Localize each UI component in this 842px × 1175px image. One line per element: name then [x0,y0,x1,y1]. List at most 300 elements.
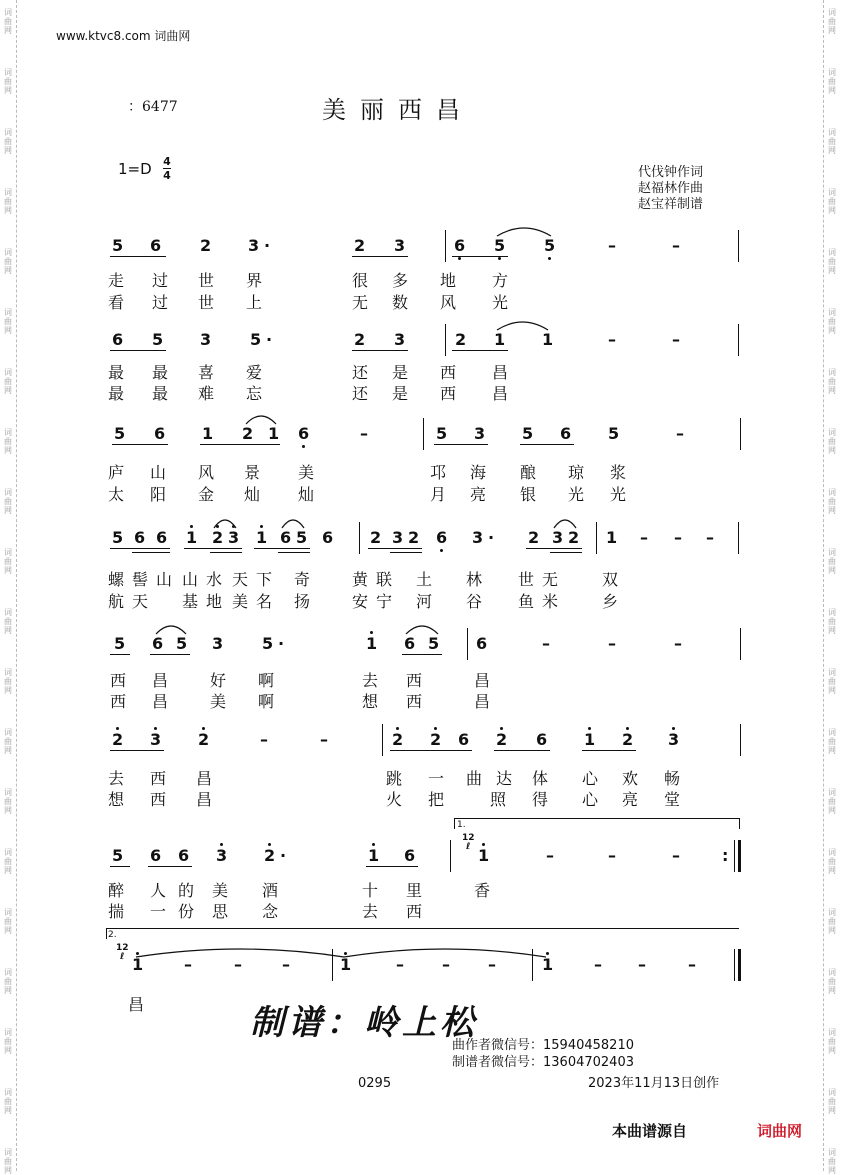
lyric-char: 风 [198,463,215,482]
lyric-char: 风 [440,293,457,312]
lyric-char: 过 [152,293,169,312]
note: 3 [228,528,240,547]
arranger-wechat: 制谱者微信号：13604702403 [452,1055,634,1070]
note: 1 [202,424,214,443]
lyric-char: 最 [152,363,169,382]
lyric-char: 去 [362,902,379,921]
creation-date: 2023年11月13日创作 [588,1076,720,1091]
note: 5 [152,330,164,349]
barline [738,949,741,981]
lyric-char: 把 [428,790,445,809]
octave-dot-low [548,257,551,260]
lyric-char: 上 [246,293,263,312]
lyric-char: 还 [352,384,369,403]
note: – [672,846,680,865]
lyric-char: 螺 [108,570,125,589]
time-signature [163,156,171,181]
note: 2 [455,330,467,349]
note: 1 [268,424,280,443]
lyric-char: 香 [474,881,491,900]
lyric-char: 双 [602,570,619,589]
note: 2 [528,528,540,547]
note: 2 [622,730,634,749]
note: – [320,730,328,749]
right-watermark-strip [823,0,840,1175]
note: 6 [322,528,334,547]
note: 6 [458,730,470,749]
song-title: 美丽西昌 [322,96,474,124]
lyric-char: 人 [150,881,167,900]
watermark-text: 词 曲 网 [4,488,12,515]
octave-dot-high [672,727,675,730]
watermark-text: 词 曲 网 [828,548,836,575]
note: 1 [606,528,618,547]
watermark-text: 词 曲 网 [4,848,12,875]
lyric-char: 天 [232,570,249,589]
watermark-text: 词 曲 网 [4,308,12,335]
underline-beam [582,750,636,751]
octave-dot-high [370,631,373,634]
lyric-char: 安 [352,592,369,611]
note: · [280,846,287,865]
lyric-char: 酿 [520,463,537,482]
underline-beam [390,552,422,553]
lyric-char: 揣 [108,902,125,921]
note: 3 [394,330,406,349]
barline [596,522,597,554]
note: 5 [296,528,308,547]
lyric-char: 基 [182,592,199,611]
note: 6 [152,634,164,653]
lyric-char: 月 [430,485,447,504]
lyric-char: 世 [198,293,215,312]
underline-beam [200,444,280,445]
lyric-char: 水 [206,570,223,589]
octave-dot-low [498,257,501,260]
note: 2 [212,528,224,547]
lyric-char: 一 [150,902,167,921]
lyric-char: 山 [156,570,173,589]
lyric-char: 西 [440,363,457,382]
underline-beam [452,350,508,351]
lyric-char: 去 [108,769,125,788]
page-number: 0295 [358,1076,392,1091]
octave-dot-high [116,727,119,730]
arranger-signature: 制谱：岭上松 [250,1003,478,1043]
lyric-char: 航 [108,592,125,611]
lyric-char: 很 [352,271,369,290]
note: 3 [212,634,224,653]
lyric-char: 喜 [198,363,215,382]
note: · [488,528,495,547]
lyric-char: 爱 [246,363,263,382]
lyric-char: 昌 [474,692,491,711]
lyric-char: 昌 [474,671,491,690]
lyric-char: 最 [152,384,169,403]
watermark-text: 词 曲 网 [828,308,836,335]
lyric-char: 河 [416,592,433,611]
note: 5 [262,634,274,653]
note: – [608,236,616,255]
barline [734,949,735,981]
lyric-char: 阳 [150,485,167,504]
lyric-char: 方 [492,271,509,290]
lyric-char: 数 [392,293,409,312]
lyric-char: 琼 [568,463,585,482]
note: · [266,330,273,349]
watermark-text: 词 曲 网 [4,908,12,935]
barline [445,230,446,262]
lyric-char: 美 [210,692,227,711]
note: – [260,730,268,749]
note: 2 [198,730,210,749]
watermark-text: 词 曲 网 [828,908,836,935]
watermark-text: 词 曲 网 [828,428,836,455]
watermark-text: 词 曲 网 [828,368,836,395]
note: – [396,955,404,974]
note: 3 [248,236,260,255]
octave-dot-high [154,727,157,730]
lyric-char: 景 [244,463,261,482]
lyric-char: 光 [568,485,585,504]
lyric-char: 西 [406,671,423,690]
slur [406,622,438,636]
second-ending-label: 2. [108,930,117,940]
note: 1 [186,528,198,547]
note: 3 [668,730,680,749]
note: 3 [392,528,404,547]
note: 1 [584,730,596,749]
lyric-char: 邛 [430,463,447,482]
note: 1 [368,846,380,865]
barline [467,628,468,660]
watermark-text: 词 曲 网 [828,128,836,155]
octave-dot-high [500,727,503,730]
watermark-text: 词 曲 网 [4,968,12,995]
watermark-text: 词 曲 网 [828,1088,836,1115]
lyric-char: 海 [470,463,487,482]
lyric-char: 火 [386,790,403,809]
watermark-text: 词 曲 网 [4,548,12,575]
note: – [676,424,684,443]
lyric-char: 世 [518,570,535,589]
barline [423,418,424,450]
lyric-char: 山 [150,463,167,482]
note: 2 [370,528,382,547]
lyric-char: 昌 [152,671,169,690]
lyric-char: 髻 [132,570,149,589]
watermark-text: 词 曲 网 [4,68,12,95]
lyric-char: 曲 [466,769,483,788]
octave-dot-high [190,525,193,528]
lyric-char: 天 [132,592,149,611]
underline-beam [110,750,164,751]
lyric-char: 醉 [108,881,125,900]
underline-beam [110,654,130,655]
note: · [264,236,271,255]
lyric-char: 地 [440,271,457,290]
lyric-char: 林 [466,570,483,589]
watermark-text: 词 曲 网 [4,608,12,635]
note: 5 [608,424,620,443]
song-code: ：6477 [128,99,178,115]
lyric-char: 光 [610,485,627,504]
watermark-text: 词 曲 网 [828,1148,836,1175]
site-url[interactable]: www.ktvc8.com 词曲网 [56,29,191,43]
lyric-char: 米 [542,592,559,611]
note: – [672,236,680,255]
lyric-char: 太 [108,485,125,504]
watermark-text: 词 曲 网 [4,668,12,695]
lyric-char: 畅 [664,769,681,788]
underline-beam [254,548,310,549]
note: : [722,846,729,865]
watermark-text: 词 曲 网 [828,788,836,815]
note: 2 [408,528,420,547]
lyric-char: 土 [416,570,433,589]
slur [246,412,276,426]
lyric-char: 达 [496,769,513,788]
watermark-text: 词 曲 网 [4,428,12,455]
note: 3 [552,528,564,547]
note: 2 [568,528,580,547]
octave-dot-high [372,843,375,846]
note: – [608,846,616,865]
octave-dot-low [302,445,305,448]
barline [738,840,741,872]
watermark-text: 词 曲 网 [4,248,12,275]
watermark-text: 词 曲 网 [4,188,12,215]
note: – [488,955,496,974]
lyric-char: 乡 [602,592,619,611]
note: – [688,955,696,974]
lyric-char: 庐 [108,463,125,482]
underline-beam [110,256,166,257]
note: 6 [280,528,292,547]
lyric-char: 鱼 [518,592,535,611]
slur [156,622,186,636]
watermark-text: 词 曲 网 [4,728,12,755]
octave-dot-low [458,257,461,260]
note: – [546,846,554,865]
underline-beam [150,654,190,655]
slur [214,516,236,530]
lyric-char: 西 [110,671,127,690]
composer-wechat: 曲作者微信号：15940458210 [452,1038,634,1053]
note: 5 [112,846,124,865]
note: 1 [366,634,378,653]
lyric-char: 是 [392,363,409,382]
note: 6 [154,424,166,443]
note: – [442,955,450,974]
lyric-char: 还 [352,363,369,382]
note: 2 [242,424,254,443]
watermark-text: 词 曲 网 [828,8,836,35]
first-ending-bracket [454,818,740,829]
barline [445,324,446,356]
note: 3 [216,846,228,865]
watermark-text: 词 曲 网 [4,8,12,35]
note: – [608,330,616,349]
note: 6 [560,424,572,443]
barline [740,628,741,660]
lyric-char: 忘 [246,384,263,403]
lyric-char: 名 [256,592,273,611]
lyric-char: 昌 [492,384,509,403]
lyric-char: 地 [206,592,223,611]
octave-dot-high [260,525,263,528]
note: 2 [200,236,212,255]
note: – [672,330,680,349]
lyric-char: 想 [362,692,379,711]
octave-dot-high [396,727,399,730]
underline-beam [210,552,242,553]
slur [282,516,304,530]
underline-beam [494,750,550,751]
note: 2 [430,730,442,749]
watermark-text: 词 曲 网 [4,1028,12,1055]
underline-beam [368,548,422,549]
lyric-char: 念 [262,902,279,921]
underline-beam [148,866,192,867]
watermark-text: 词 曲 网 [4,128,12,155]
note: 6 [476,634,488,653]
lyric-char: 光 [492,293,509,312]
watermark-text: 词 曲 网 [4,1088,12,1115]
underline-beam [110,866,130,867]
slur [136,945,344,959]
lyric-char: 啊 [258,671,275,690]
note: – [360,424,368,443]
watermark-text: 词 曲 网 [828,848,836,875]
underline-beam [550,552,582,553]
watermark-text: 词 曲 网 [828,1028,836,1055]
lyric-char: 黄 [352,570,369,589]
lyric-char: 心 [582,769,599,788]
lyric-char: 是 [392,384,409,403]
note: – [542,634,550,653]
note: 6 [134,528,146,547]
note: 3 [394,236,406,255]
lyric-char: 联 [376,570,393,589]
watermark-text: 词 曲 网 [828,668,836,695]
lyric-char: 西 [406,902,423,921]
lyric-char: 昌 [196,790,213,809]
lyric-char: 欢 [622,769,639,788]
note: 1 [478,846,490,865]
lyric-char: 银 [520,485,537,504]
note: 2 [354,330,366,349]
lyric-char: 看 [108,293,125,312]
note: 6 [156,528,168,547]
watermark-text: 词 曲 网 [828,68,836,95]
underline-beam [452,256,508,257]
lyric-char: 昌 [196,769,213,788]
lyric-char: 想 [108,790,125,809]
lyric-char: 昌 [492,363,509,382]
note: 6 [404,846,416,865]
lyric-char: 谷 [466,592,483,611]
octave-dot-high [546,952,549,955]
lyric-char: 西 [150,790,167,809]
lyric-char: 一 [428,769,445,788]
note: 5 [114,634,126,653]
note: 5 [544,236,556,255]
lyric-char: 得 [532,790,549,809]
lyric-char: 美 [212,881,229,900]
underline-beam [366,866,418,867]
lyric-char: 昌 [128,995,145,1014]
lyric-char: 照 [490,790,507,809]
lyric-char: 最 [108,384,125,403]
note: 5 [112,528,124,547]
key-signature: 1=D [118,160,152,178]
barline [738,522,739,554]
source-label: 本曲谱源自 [612,1122,688,1140]
left-watermark-strip [0,0,17,1175]
watermark-text: 词 曲 网 [4,368,12,395]
lyric-char: 十 [362,881,379,900]
octave-dot-high [268,843,271,846]
barline [450,840,451,872]
lyric-char: 多 [392,271,409,290]
lyric-char: 堂 [664,790,681,809]
note: 6 [298,424,310,443]
watermark-text: 词 曲 网 [4,788,12,815]
lyric-char: 好 [210,671,227,690]
note: 6 [178,846,190,865]
watermark-text: 词 曲 网 [828,188,836,215]
lyric-char: 里 [406,881,423,900]
time-sig-bottom: 4 [163,169,171,182]
lyric-char: 灿 [298,485,315,504]
brand-logo[interactable]: 词曲网 [757,1122,803,1140]
lyric-char: 啊 [258,692,275,711]
watermark-text: 词 曲 网 [828,608,836,635]
lyric-char: 西 [150,769,167,788]
note: – [234,955,242,974]
underline-beam [434,444,488,445]
octave-dot-low [440,549,443,552]
note: 5 [522,424,534,443]
lyric-char: 亮 [470,485,487,504]
octave-dot-high [482,843,485,846]
note: – [706,528,714,547]
note: – [594,955,602,974]
note: 6 [436,528,448,547]
lyric-char: 酒 [262,881,279,900]
note: 5 [494,236,506,255]
lyric-char: 心 [582,790,599,809]
lyric-char: 昌 [152,692,169,711]
note: – [282,955,290,974]
octave-dot-high [434,727,437,730]
slur [497,318,548,332]
lyric-char: 无 [542,570,559,589]
lyric-char: 最 [108,363,125,382]
underline-beam [526,548,582,549]
lyric-char: 山 [182,570,199,589]
lyric-char: 西 [406,692,423,711]
note: 6 [454,236,466,255]
underline-beam [112,444,168,445]
lyric-char: 浆 [610,463,627,482]
note: 1 [256,528,268,547]
note: 1 [494,330,506,349]
note: 2 [392,730,404,749]
underline-beam [278,552,310,553]
note: – [640,528,648,547]
